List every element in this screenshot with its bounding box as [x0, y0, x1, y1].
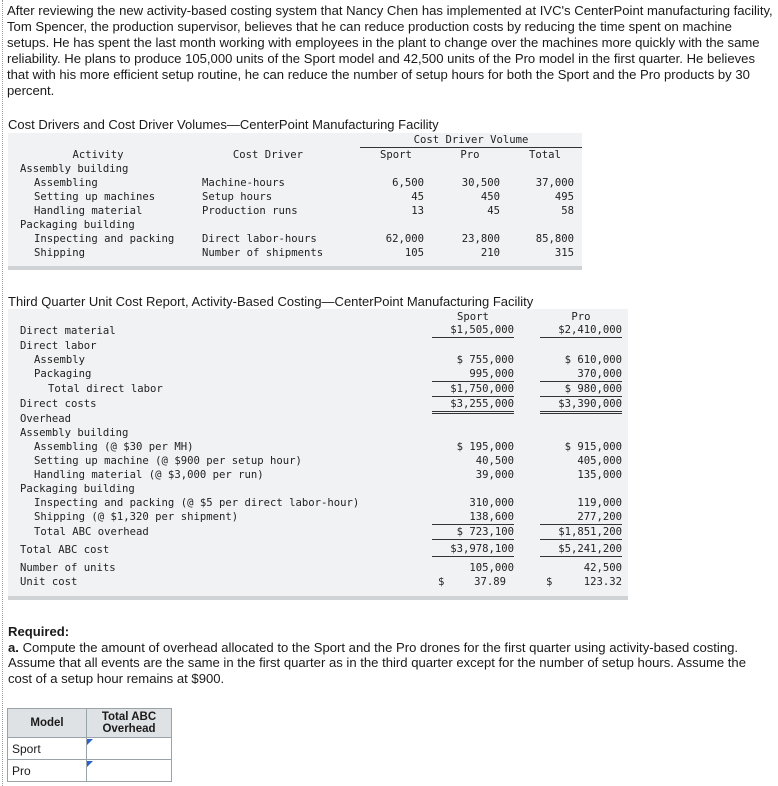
t1-activity: Setting up machines: [34, 191, 156, 203]
t1-driver: Setup hours: [202, 191, 273, 203]
t1-sport: 6,500: [392, 177, 424, 189]
unit-cost-pro: 123.32: [583, 576, 622, 588]
shipping-pro: 277,200: [540, 511, 622, 525]
cost-driver-volume-header: Cost Driver Volume: [413, 134, 529, 146]
total-direct-labor-pro: $ 980,000: [540, 383, 622, 397]
packaging-pro: 370,000: [540, 368, 622, 382]
direct-material-sport: $1,505,000: [432, 324, 514, 338]
t1-activity: Handling material: [34, 205, 143, 217]
t1-pro: 45: [487, 205, 500, 217]
t1-activity: Inspecting and packing: [34, 233, 175, 245]
t1-sport: 13: [411, 205, 424, 217]
handling-sport: 39,000: [475, 469, 514, 481]
t1-activity: Shipping: [34, 247, 86, 259]
unit-cost-report: [8, 309, 628, 596]
shipping-label: Shipping (@ $1,320 per shipment): [34, 511, 239, 523]
table1-bottom-rule: [8, 266, 582, 270]
t1-pro: 30,500: [461, 177, 500, 189]
assembly-sport: $ 755,000: [456, 354, 514, 366]
pro-overhead-input[interactable]: [88, 762, 172, 780]
assembly-building-label: Assembly building: [20, 427, 129, 439]
unit-cost-sport: 37.89: [474, 576, 506, 588]
assembly-pro: $ 610,000: [564, 354, 622, 366]
t1-pro: 23,800: [461, 233, 500, 245]
direct-costs-pro: $3,390,000: [540, 398, 622, 414]
direct-material-label: Direct material: [20, 325, 116, 337]
t1-driver: Direct labor-hours: [202, 233, 317, 245]
setting-up-sport: 40,500: [475, 455, 514, 467]
t1-total: 495: [554, 191, 574, 203]
t1-total: 85,800: [535, 233, 574, 245]
part-letter: a.: [8, 639, 19, 655]
cost-driver-table: [8, 133, 582, 266]
packaging-sport: 995,000: [432, 368, 514, 382]
assembling-label: Assembling (@ $30 per MH): [34, 441, 194, 453]
answer-cell: [87, 738, 172, 760]
units-pro: 42,500: [583, 562, 622, 574]
t1-total: 58: [561, 205, 574, 217]
t1-total: 37,000: [535, 177, 574, 189]
handling-pro: 135,000: [577, 469, 622, 481]
total-abc-cost-pro: $5,241,200: [540, 543, 622, 557]
col-sport: Sport: [380, 149, 412, 161]
total-direct-labor-label: Total direct labor: [48, 383, 163, 395]
table1-title: Cost Drivers and Cost Driver Volumes—CenterPoint Manufacturing Facility: [8, 117, 439, 132]
sport-overhead-input[interactable]: [88, 740, 172, 758]
col-sport: Sport: [457, 311, 489, 323]
col-activity: Activity: [72, 149, 124, 161]
direct-costs-label: Direct costs: [20, 398, 97, 410]
shipping-sport: 138,600: [432, 511, 514, 525]
required-section: [8, 624, 773, 686]
units-sport: 105,000: [469, 562, 514, 574]
header-rule: [360, 147, 582, 148]
total-abc-overhead-label: Total ABC overhead: [34, 526, 149, 538]
direct-labor-label: Direct labor: [20, 340, 97, 352]
t1-activity: Assembling: [34, 177, 98, 189]
col-pro: Pro: [460, 149, 480, 161]
answer-row-model: Pro: [8, 760, 87, 782]
t1-sport: 62,000: [385, 233, 424, 245]
table2-bottom-rule: [8, 596, 628, 600]
total-abc-overhead-pro: $1,851,200: [540, 526, 622, 540]
inspecting-pro: 119,000: [577, 497, 622, 509]
answer-col-overhead: Total ABC Overhead: [87, 709, 172, 738]
total-abc-cost-label: Total ABC cost: [20, 544, 110, 556]
packaging-building-label: Packaging building: [20, 483, 135, 495]
assembling-sport: $ 195,000: [456, 441, 514, 453]
answer-col-model: Model: [8, 709, 87, 738]
t1-pro: 210: [480, 247, 500, 259]
unit-cost-pro-dollar: $: [546, 576, 553, 588]
t1-total: 315: [554, 247, 574, 259]
total-abc-overhead-sport: $ 723,100: [432, 526, 514, 540]
packaging-building-label: Packaging building: [20, 219, 135, 231]
inspecting-label: Inspecting and packing (@ $5 per direct labor-hour): [34, 497, 360, 509]
t1-driver: Production runs: [202, 205, 298, 217]
col-pro: Pro: [571, 311, 591, 323]
required-text: Compute the amount of overhead allocated to the Sport and the Pro drones for the first quarter using activity-based costing. Assume that all events are the same in the first quarter as in the third quarter except for the number of setup hours. Assume the cost of a setup hour remains at $900.: [8, 639, 746, 686]
answer-input-wrap: [87, 739, 171, 759]
direct-costs-sport: $3,255,000: [432, 398, 514, 414]
t1-sport: 105: [404, 247, 424, 259]
table2-title: Third Quarter Unit Cost Report, Activity-Based Costing—CenterPoint Manufacturing Facility: [8, 294, 534, 309]
direct-material-pro: $2,410,000: [540, 324, 622, 338]
handling-label: Handling material (@ $3,000 per run): [34, 469, 264, 481]
required-heading: Required:: [8, 624, 70, 639]
t1-driver: Machine-hours: [202, 177, 285, 189]
t1-sport: 45: [411, 191, 424, 203]
answer-table: [7, 708, 172, 782]
assembly-building-label: Assembly building: [20, 163, 129, 175]
setting-up-label: Setting up machine (@ $900 per setup hour): [34, 455, 302, 467]
units-label: Number of units: [20, 562, 116, 574]
inspecting-sport: 310,000: [469, 497, 514, 509]
assembly-label: Assembly: [34, 354, 86, 366]
packaging-label: Packaging: [34, 368, 92, 380]
assembling-pro: $ 915,000: [564, 441, 622, 453]
answer-row-model: Sport: [8, 738, 87, 760]
t1-driver: Number of shipments: [202, 247, 324, 259]
overhead-label: Overhead: [20, 413, 72, 425]
total-abc-cost-sport: $3,978,100: [432, 543, 514, 557]
unit-cost-sport-dollar: $: [438, 576, 445, 588]
answer-input-wrap: [87, 761, 171, 781]
total-direct-labor-sport: $1,750,000: [432, 383, 514, 397]
t1-pro: 450: [480, 191, 500, 203]
problem-intro: After reviewing the new activity-based costing system that Nancy Chen has implemented at IVC's CenterPoint manufacturing facility, Tom Spencer, the production supervisor, believes that he can reduce production costs by reducing the time spent on machine setups. He has spent the last month working with employees in the plant to change over the machines more quickly with the same reliability. He plans to produce 105,000 units of the Sport model and 42,500 units of the Pro model in the first quarter. He believes that with his more efficient setup routine, he can reduce the number of setup hours for both the Sport and the Pro products by 30 percent.: [7, 3, 773, 98]
answer-cell: [87, 760, 172, 782]
col-total: Total: [529, 149, 561, 161]
setting-up-pro: 405,000: [577, 455, 622, 467]
unit-cost-label: Unit cost: [20, 576, 78, 588]
col-cost-driver: Cost Driver: [232, 149, 304, 161]
